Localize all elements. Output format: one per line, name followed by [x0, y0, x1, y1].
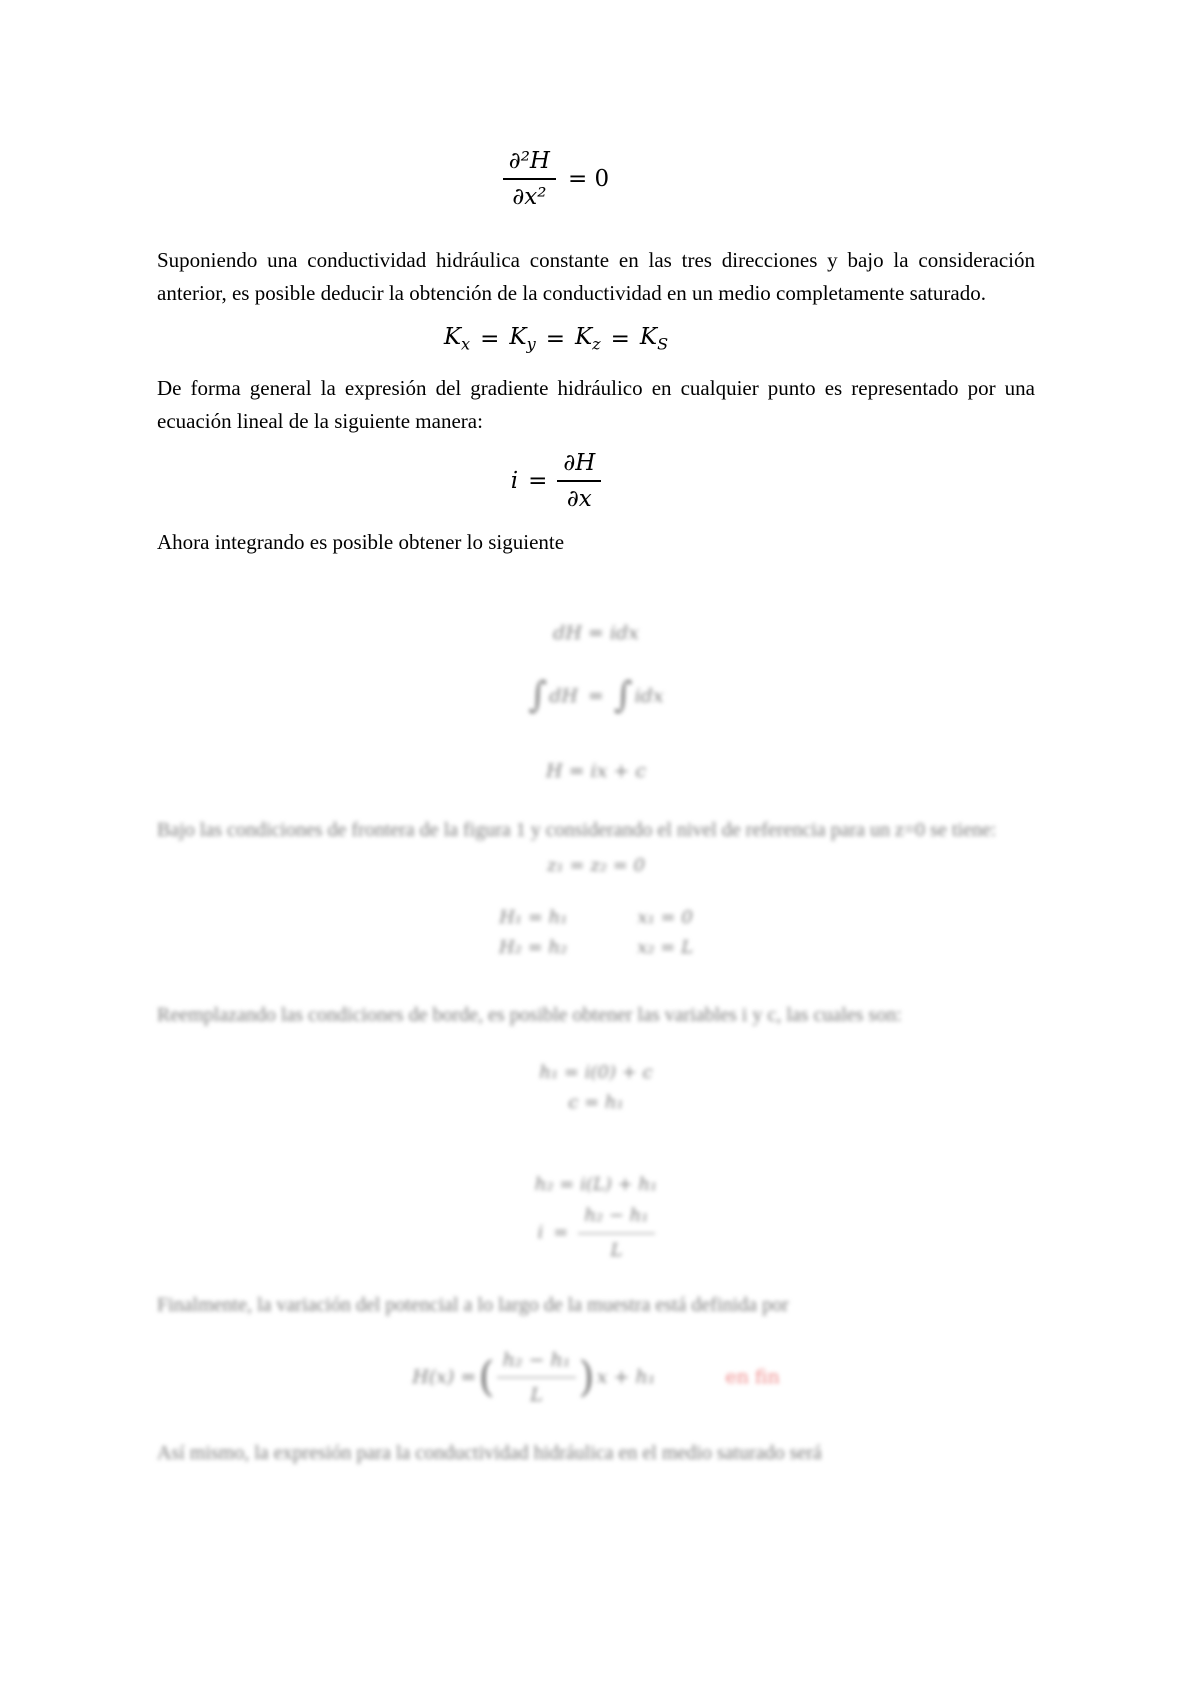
equals-sign: = [610, 325, 630, 352]
paragraph-ahora-integrando: Ahora integrando es posible obtener lo siguiente [157, 529, 565, 554]
boundary-h1: H₁ = h₁ [499, 906, 568, 928]
c-solution-line-2: c = h₁ [568, 1091, 624, 1113]
close-paren: ) [578, 1352, 595, 1402]
laplace-rhs: = 0 [567, 166, 610, 192]
potential-rhs: x + h₁ [596, 1366, 656, 1389]
potential-lhs: H(x) = [412, 1366, 477, 1389]
boundary-row-2 [499, 936, 693, 960]
i-solution-line-1: h₂ = i(L) + h₁ [534, 1173, 658, 1195]
red-annotation: en fin [725, 1366, 780, 1389]
i-solution-fraction-line [537, 1203, 654, 1264]
paragraph-suponiendo: Suponiendo una conductividad hidráulica constante en las tres direcciones y bajo la consideración anterior, es posible deducir la obtención de la conductividad en un medio completamente saturado. [157, 248, 1035, 305]
gradient-numerator: ∂H [557, 450, 601, 482]
boundary-h2: H₂ = h₂ [498, 936, 568, 958]
laplace-denominator: ∂x² [512, 184, 547, 210]
gradient-denominator: ∂x [566, 485, 592, 512]
equation-hydraulic-gradient [117, 450, 995, 512]
integral-left: dH [549, 684, 578, 707]
open-paren: ( [478, 1352, 495, 1402]
paragraph-de-forma-general: De forma general la expresión del gradiente hidráulico en cualquier punto es representado por una ecuación lineal de la siguiente manera: [157, 375, 1035, 433]
boundary-row-1 [499, 906, 693, 930]
equation-potential-distribution [157, 1347, 1035, 1408]
equation-c-solution [157, 1061, 1035, 1115]
k-term-s: $K_S$ [639, 324, 669, 354]
equation-i-solution [157, 1173, 1035, 1264]
paragraph-asi-mismo: Así mismo, la expresión para la conductividad hidráulica en el medio saturado será [157, 1441, 822, 1464]
k-term-x: $K_x$ [443, 324, 471, 354]
gradient-fraction [557, 450, 601, 512]
gradient-variable: i [510, 467, 519, 494]
equals-sign: = [528, 467, 548, 494]
equation-integrated [157, 759, 1035, 783]
equation-laplace [117, 148, 995, 210]
equation-integral [157, 673, 1035, 719]
equation-k-equality [117, 324, 995, 354]
c-solution-line-1: h₁ = i(0) + c [539, 1061, 653, 1083]
boundary-x1: x₁ = 0 [637, 906, 693, 928]
paragraph-finalmente: Finalmente, la variación del potencial a lo largo de la muestra está definida por [157, 1293, 789, 1316]
equation-z-condition [157, 854, 1035, 878]
integrated-expression: H = ix + c [545, 759, 646, 782]
equals-sign: = [553, 1222, 569, 1244]
integral-sign: ∫ [613, 674, 633, 716]
i-solution-fraction: $\frac{\text{h₂ − h₁}}{L}$ [578, 1203, 654, 1264]
equation-differential [157, 621, 1035, 645]
laplace-fraction [503, 148, 556, 210]
i-solution-variable: i [537, 1222, 544, 1244]
equals-sign: = [587, 684, 604, 707]
laplace-numerator: ∂²H [503, 148, 556, 180]
equals-sign: = [545, 325, 565, 352]
integral-sign: ∫ [528, 674, 548, 716]
paragraph-reemplazando: Reemplazando las condiciones de borde, es posible obtener las variables i y c, las cuales son: [157, 1003, 902, 1026]
boundary-x2: x₂ = L [637, 936, 694, 958]
k-term-y: $K_y$ [509, 324, 536, 354]
paragraph-bajo-condiciones: Bajo las condiciones de frontera de la figura 1 y considerando el nivel de referencia para un z=0 se tiene: [157, 818, 997, 841]
z-condition-expression: z₁ = z₂ = 0 [547, 854, 645, 876]
integral-right: idx [634, 684, 664, 707]
equation-boundary-conditions [157, 906, 1035, 960]
differential-expression: dH = idx [553, 621, 639, 644]
potential-fraction: $\frac{\text{h₂ − h₁}}{L}$ [497, 1347, 577, 1408]
k-term-z: $K_z$ [574, 324, 601, 354]
equals-sign: = [480, 325, 500, 352]
